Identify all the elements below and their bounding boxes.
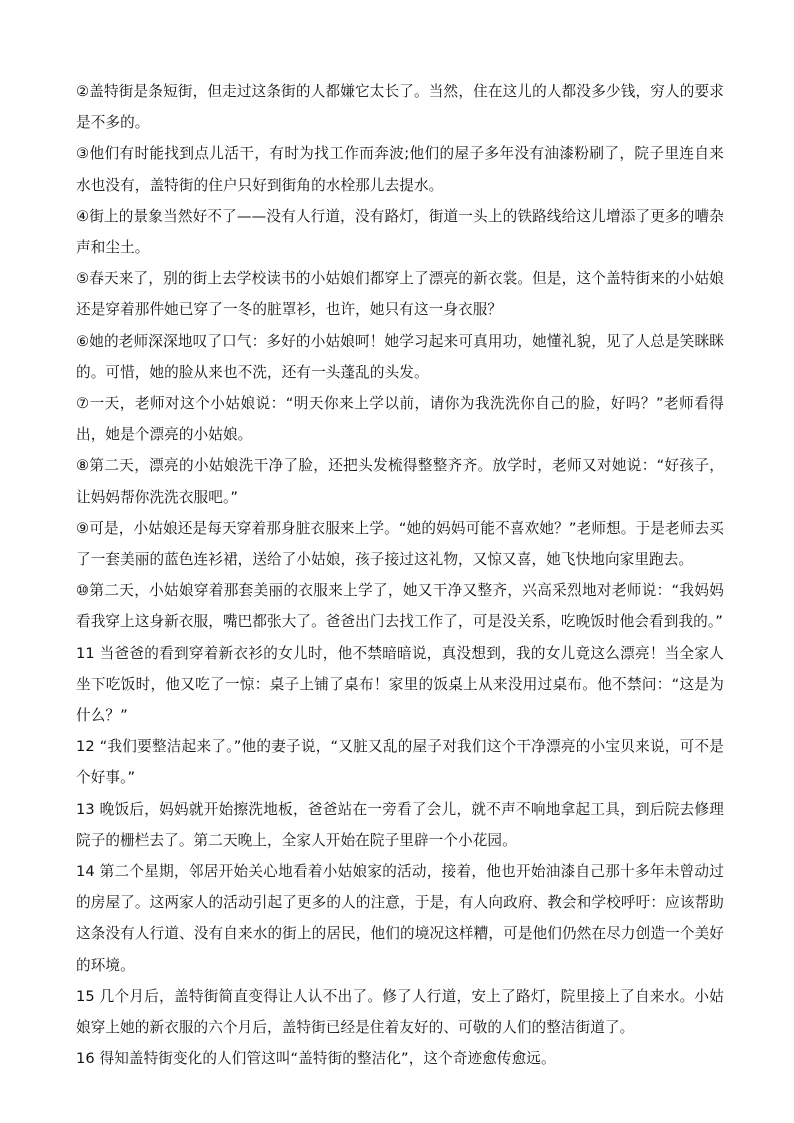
paragraph-7: ⑦一天，老师对这个小姑娘说：“明天你来上学以前，请你为我洗洗你自己的脸，好吗？”老师看得出，她是个漂亮的小姑娘。	[76, 395, 724, 444]
document-page	[76, 76, 724, 1075]
paragraph-4: ④街上的景象当然好不了——没有人行道，没有路灯，街道一头上的铁路线给这儿增添了更多的嘈杂声和尘土。	[76, 207, 724, 257]
paragraph-8: ⑧第二天，漂亮的小姑娘洗干净了脸，还把头发梳得整整齐齐。放学时，老师又对她说：“好孩子，让妈妈帮你洗洗衣服吧。”	[76, 457, 724, 506]
paragraph-12: 12 “我们要整洁起来了。”他的妻子说，“又脏又乱的屋子对我们这个干净漂亮的小宝贝来说，可不是个好事。”	[76, 738, 724, 787]
paragraph-13: 13 晚饭后，妈妈就开始擦洗地板，爸爸站在一旁看了会儿，就不声不响地拿起工具，到后院去修理院子的栅栏去了。第二天晚上，全家人开始在院子里辟一个小花园。	[76, 800, 724, 849]
paragraph-10: ⑩第二天，小姑娘穿着那套美丽的衣服来上学了，她又干净又整齐，兴高采烈地对老师说：“我妈妈看我穿上这身新衣服，嘴巴都张大了。爸爸出门去找工作了，可是没关系，吃晚饭时他会看到我的。”	[76, 582, 724, 631]
paragraph-9: ⑨可是，小姑娘还是每天穿着那身脏衣服来上学。“她的妈妈可能不喜欢她？”老师想。于是老师去买了一套美丽的蓝色连衫裙，送给了小姑娘，孩子接过这礼物，又惊又喜，她飞快地向家里跑去。	[76, 519, 724, 569]
paragraph-5: ⑤春天来了，别的街上去学校读书的小姑娘们都穿上了漂亮的新衣裳。但是，这个盖特街来的小姑娘还是穿着那件她已穿了一冬的脏罩衫，也许，她只有这一身衣服？	[76, 270, 724, 319]
paragraph-14: 14 第二个星期，邻居开始关心地看着小姑娘家的活动，接着，他也开始油漆自己那十多年未曾动过的房屋了。这两家人的活动引起了更多的人的注意，于是，有人向政府、教会和学校呼吁：应该帮助这条没有人行道、没有自来水的街上的居民，他们的境况这样糟，可是他们仍然在尽力创造一个美好的环境。	[76, 863, 724, 974]
paragraph-2: ②盖特街是条短街，但走过这条街的人都嫌它太长了。当然，住在这儿的人都没多少钱，穷人的要求是不多的。	[76, 83, 724, 132]
paragraph-11: 11 当爸爸的看到穿着新衣衫的女儿时，他不禁暗暗说，真没想到，我的女儿竟这么漂亮！当全家人坐下吃饭时，他又吃了一惊：桌子上铺了桌布！家里的饭桌上从来没用过桌布。他不禁问：“这是为什么？”	[76, 644, 724, 725]
paragraph-3: ③他们有时能找到点儿活干，有时为找工作而奔波;他们的屋子多年没有油漆粉刷了，院子里连自来水也没有，盖特街的住户只好到街角的水栓那儿去提水。	[76, 145, 724, 194]
paragraph-6: ⑥她的老师深深地叹了口气：多好的小姑娘呵！她学习起来可真用功，她懂礼貌，见了人总是笑眯眯的。可惜，她的脸从来也不洗，还有一头蓬乱的头发。	[76, 332, 724, 381]
paragraph-15: 15 几个月后，盖特街简直变得让人认不出了。修了人行道，安上了路灯，院里接上了自来水。小姑娘穿上她的新衣服的六个月后，盖特街已经是住着友好的、可敬的人们的整洁街道了。	[76, 987, 724, 1037]
paragraph-16: 16 得知盖特街变化的人们管这叫“盖特街的整洁化”，这个奇迹愈传愈远。	[76, 1050, 556, 1068]
